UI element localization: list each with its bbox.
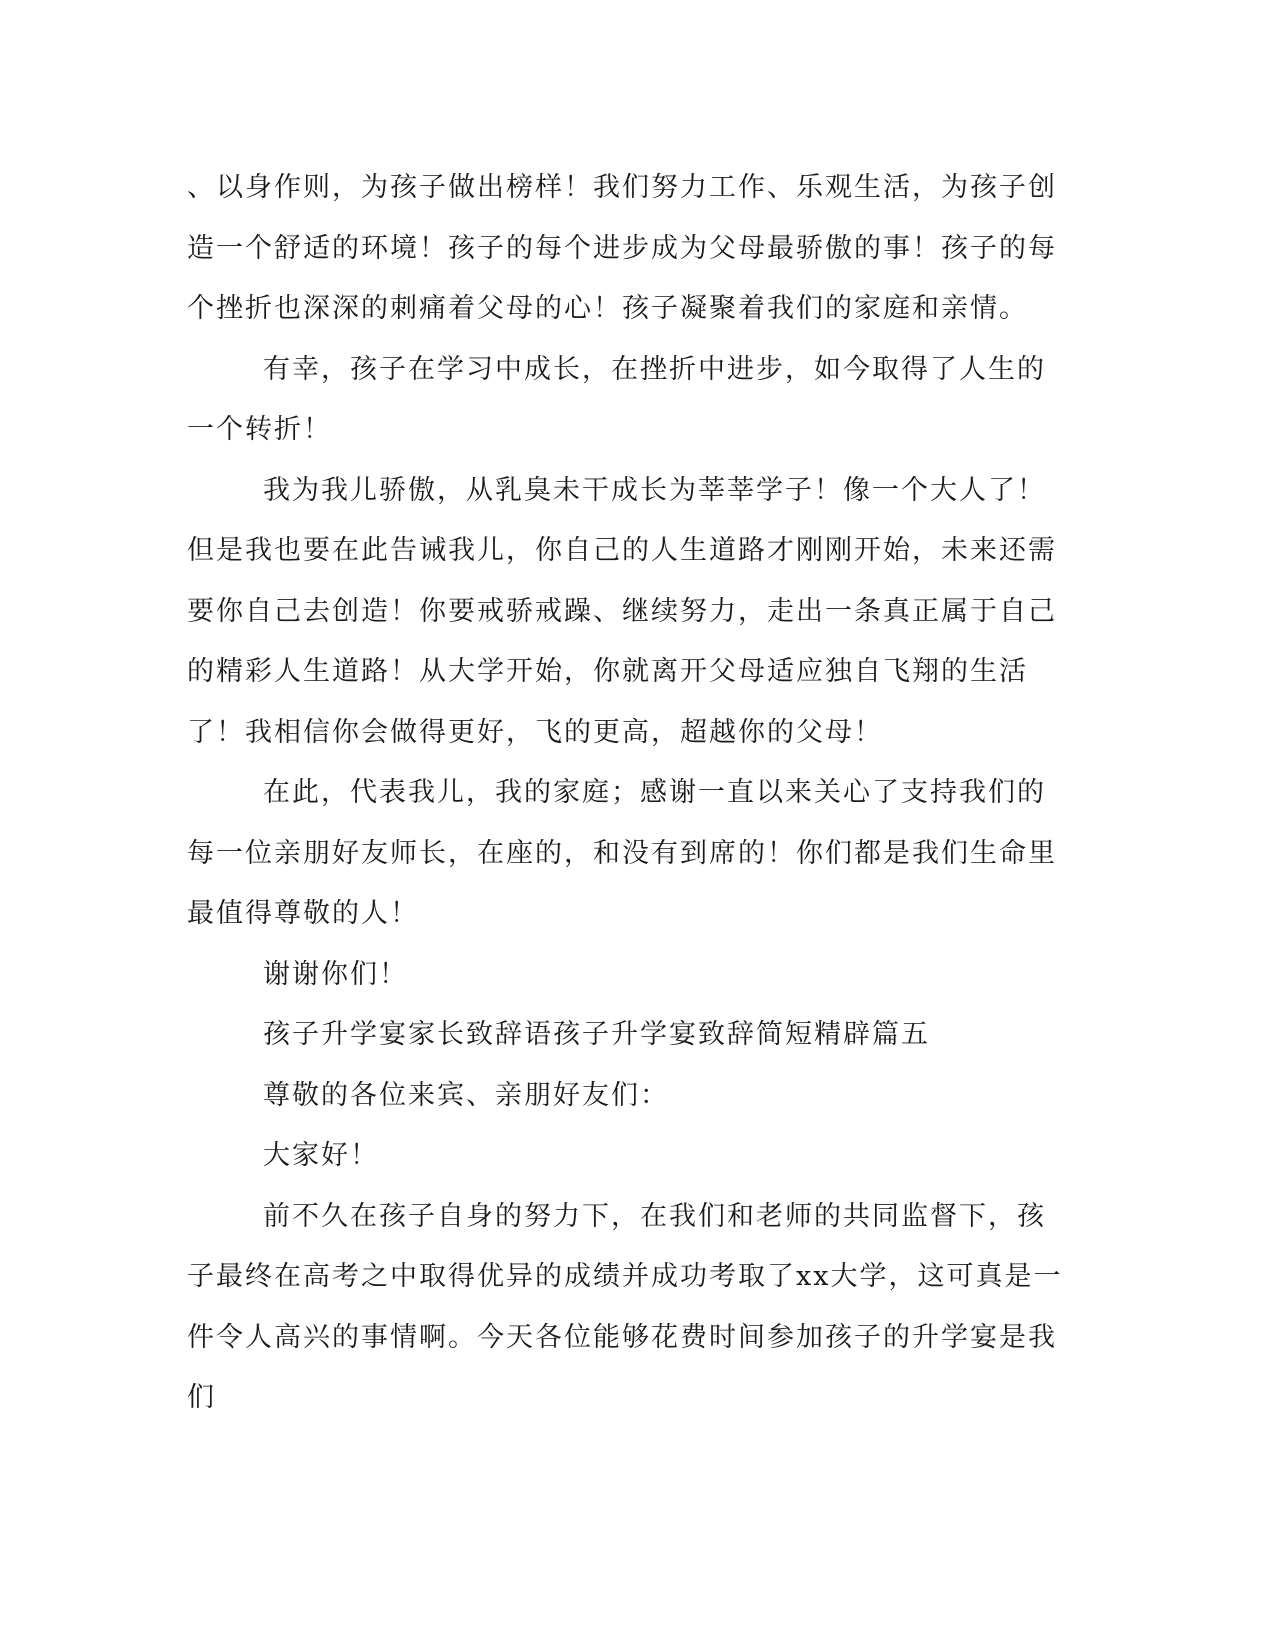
paragraph-4: 在此，代表我儿，我的家庭；感谢一直以来关心了支持我们的每一位亲朋好友师长，在座的，和没有到席的！你们都是我们生命里最值得尊敬的人！ bbox=[187, 777, 1057, 929]
section-heading: 孩子升学宴家长致辞语孩子升学宴致辞简短精辟篇五 bbox=[263, 1019, 930, 1050]
paragraph-3: 我为我儿骄傲，从乳臭未干成长为莘莘学子！像一个大人了！但是我也要在此告诫我儿，你自己的人生道路才刚刚开始，未来还需要你自己去创造！你要戒骄戒躁、继续努力，走出一条真正属于自己的精彩人生道路！从大学开始，你就离开父母适应独自飞翔的生活了！我相信你会做得更好，飞的更高，超越你的父母！ bbox=[187, 474, 1057, 748]
paragraph-5: 谢谢你们！ bbox=[263, 958, 408, 990]
salutation: 尊敬的各位来宾、亲朋好友们： bbox=[263, 1079, 669, 1111]
greeting: 大家好！ bbox=[263, 1140, 379, 1171]
paragraph-9: 前不久在孩子自身的努力下，在我们和老师的共同监督下，孩子最终在高考之中取得优异的成绩并成功考取了xx大学，这可真是一件令人高兴的事情啊。今天各位能够花费时间参加孩子的升学宴是我们 bbox=[187, 1200, 1063, 1413]
paragraph-1: 、以身作则，为孩子做出榜样！我们努力工作、乐观生活，为孩子创造一个舒适的环境！孩子的每个进步成为父母最骄傲的事！孩子的每个挫折也深深的刺痛着父母的心！孩子凝聚着我们的家庭和亲情。 bbox=[187, 172, 1057, 324]
document-body bbox=[187, 158, 1067, 1429]
paragraph-2: 有幸，孩子在学习中成长，在挫折中进步，如今取得了人生的一个转折！ bbox=[187, 353, 1046, 445]
